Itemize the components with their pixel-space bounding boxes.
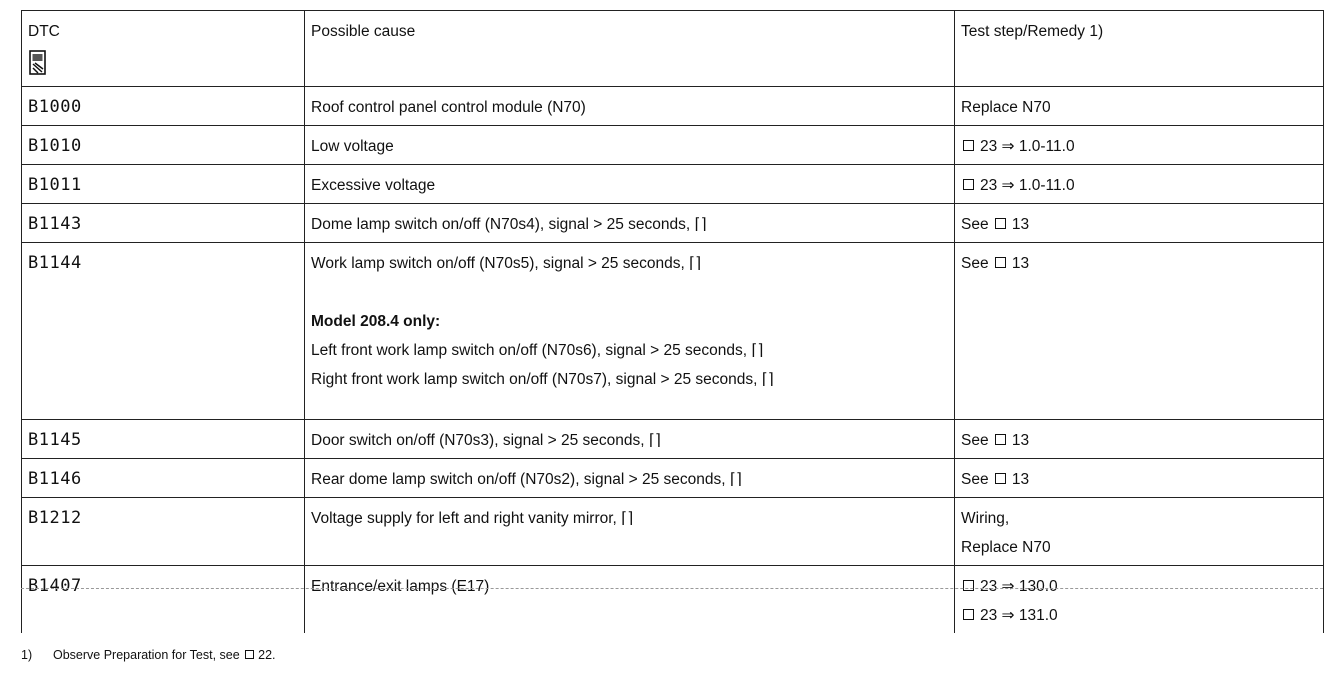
dtc-code: B1146 [22, 459, 305, 498]
cause-text: Door switch on/off (N70s3), signal > 25 seconds, ⌈⌉ [305, 420, 955, 459]
remedy-cell [955, 243, 1324, 420]
remedy-text: 23 ⇒ 1.0-11.0 [980, 138, 1075, 155]
cause-text: Rear dome lamp switch on/off (N70s2), signal > 25 seconds, ⌈⌉ [305, 459, 955, 498]
cause-text: Right front work lamp switch on/off (N70s7), signal > 25 seconds, ⌈⌉ [311, 371, 774, 388]
footnote-ref: 22. [258, 648, 276, 662]
remedy-see: See [961, 471, 989, 488]
table-header-row [22, 11, 1324, 87]
remedy-cell [955, 204, 1324, 243]
reference-box-icon [995, 434, 1006, 445]
cause-text: Work lamp switch on/off (N70s5), signal > 25 seconds, ⌈⌉ [311, 255, 702, 272]
table-row [22, 243, 1324, 420]
remedy-ref: 13 [1011, 255, 1030, 272]
cause-text: Dome lamp switch on/off (N70s4), signal > 25 seconds, ⌈⌉ [305, 204, 955, 243]
table-row [22, 87, 1324, 126]
remedy-ref: 13 [1011, 471, 1030, 488]
table-row [22, 204, 1324, 243]
remedy-text: Replace N70 [961, 539, 1051, 556]
cause-cell [305, 243, 955, 420]
cause-text: Excessive voltage [305, 165, 955, 204]
reference-box-icon [995, 218, 1006, 229]
remedy-text: 23 ⇒ 1.0-11.0 [980, 177, 1075, 194]
remedy-text: Replace N70 [955, 87, 1324, 126]
page-break-line [21, 588, 1323, 589]
dtc-code: B1143 [22, 204, 305, 243]
remedy-see: See [961, 255, 989, 272]
dtc-code: B1407 [22, 566, 305, 634]
footnote-text: Observe Preparation for Test, see [53, 648, 240, 662]
dtc-code: B1212 [22, 498, 305, 566]
reference-box-icon [963, 140, 974, 151]
remedy-ref: 13 [1011, 432, 1030, 449]
table-row [22, 126, 1324, 165]
footnote [21, 648, 276, 662]
remedy-cell [955, 566, 1324, 634]
diagnosis-tester-icon [28, 50, 48, 76]
remedy-cell [955, 459, 1324, 498]
reference-box-icon [963, 580, 974, 591]
cause-text: Voltage supply for left and right vanity mirror, ⌈⌉ [305, 498, 955, 566]
footnote-number: 1) [21, 648, 33, 662]
table-row [22, 459, 1324, 498]
cause-text: Low voltage [305, 126, 955, 165]
reference-box-icon [245, 650, 254, 659]
model-note: Model 208.4 only: [311, 313, 441, 330]
dtc-table [21, 10, 1324, 633]
remedy-see: See [961, 432, 989, 449]
remedy-see: See [961, 216, 989, 233]
dtc-code: B1000 [22, 87, 305, 126]
dtc-code: B1144 [22, 243, 305, 420]
dtc-code: B1145 [22, 420, 305, 459]
table-row [22, 498, 1324, 566]
remedy-text: 23 ⇒ 130.0 [980, 578, 1058, 595]
reference-box-icon [995, 473, 1006, 484]
reference-box-icon [963, 609, 974, 620]
header-dtc: DTC [22, 11, 305, 87]
dtc-code: B1011 [22, 165, 305, 204]
header-remedy: Test step/Remedy 1) [955, 11, 1324, 87]
cause-text: Roof control panel control module (N70) [305, 87, 955, 126]
cause-text: Entrance/exit lamps (E17) [305, 566, 955, 634]
remedy-text: Wiring, [961, 510, 1010, 527]
remedy-cell [955, 126, 1324, 165]
table-row [22, 165, 1324, 204]
remedy-cell [955, 498, 1324, 566]
reference-box-icon [995, 257, 1006, 268]
header-cause: Possible cause [305, 11, 955, 87]
remedy-cell [955, 420, 1324, 459]
remedy-text: 23 ⇒ 131.0 [980, 607, 1058, 624]
table-row [22, 566, 1324, 634]
cause-text: Left front work lamp switch on/off (N70s6), signal > 25 seconds, ⌈⌉ [311, 342, 764, 359]
remedy-ref: 13 [1011, 216, 1030, 233]
table-row [22, 420, 1324, 459]
reference-box-icon [963, 179, 974, 190]
dtc-code: B1010 [22, 126, 305, 165]
remedy-cell [955, 165, 1324, 204]
